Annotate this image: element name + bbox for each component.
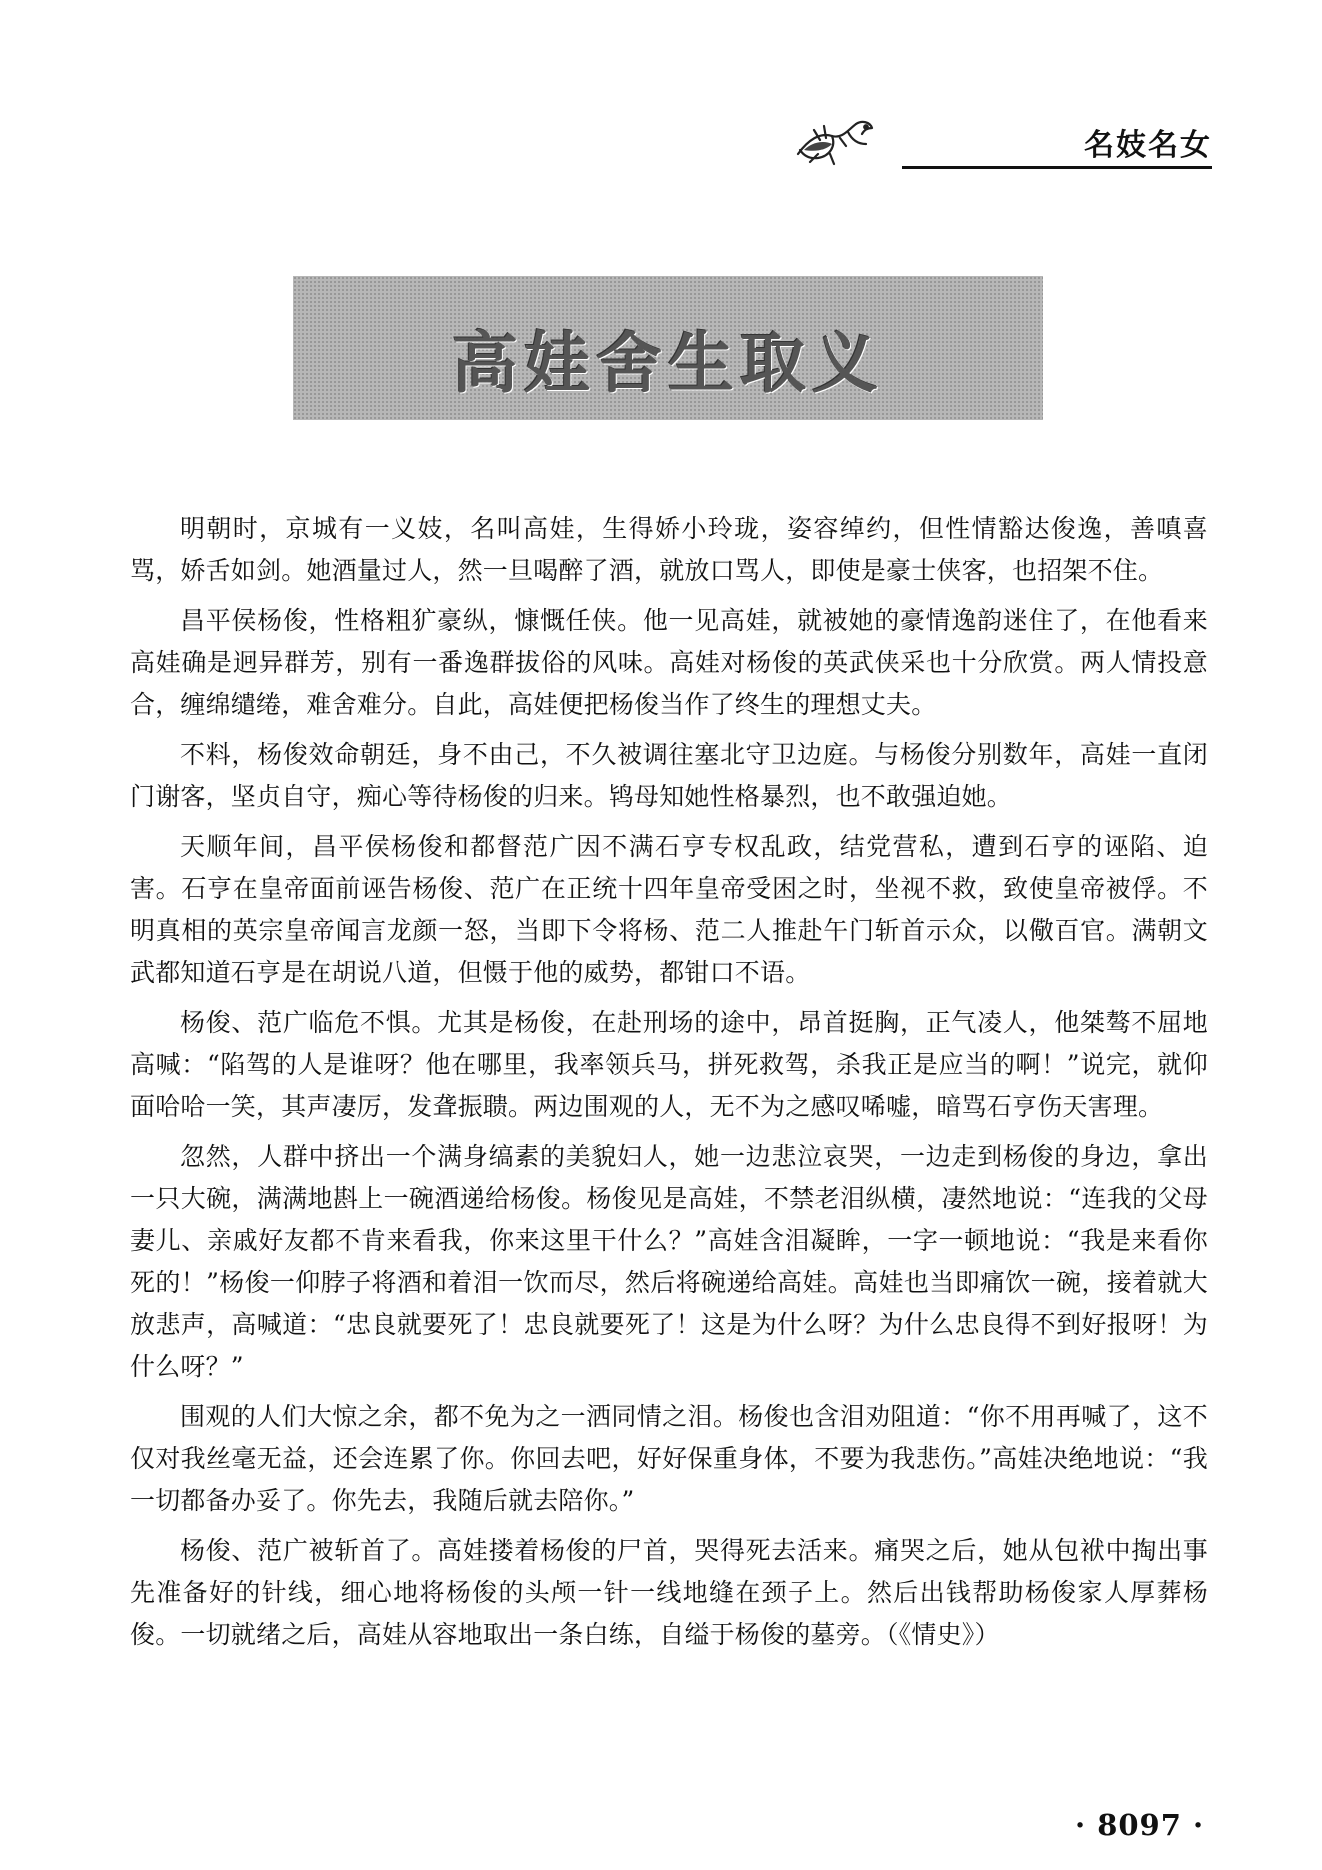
page-number: · 8097 · [1075,1808,1205,1842]
header-rule [902,166,1212,169]
paragraph: 昌平侯杨俊，性格粗犷豪纵，慷慨任侠。他一见高娃，就被她的豪情逸韵迷住了，在他看来高娃确是迥异群芳，别有一番逸群拔俗的风味。高娃对杨俊的英武侠采也十分欣赏。两人情投意合，缠绵缱绻，难舍难分。自此，高娃便把杨俊当作了终生的理想丈夫。 [130,606,1208,719]
paragraph: 杨俊、范广临危不惧。尤其是杨俊，在赴刑场的途中，昂首挺胸，正气凌人，他桀骜不屈地高喊：“陷驾的人是谁呀？他在哪里，我率领兵马，拼死救驾，杀我正是应当的啊！”说完，就仰面哈哈一笑，其声凄厉，发聋振聩。两边围观的人，无不为之感叹唏嘘，暗骂石亨伤天害理。 [130,1008,1208,1121]
running-header [790,110,1212,170]
paragraph: 明朝时，京城有一义妓，名叫高娃，生得娇小玲珑，姿容绰约，但性情豁达俊逸，善嗔喜骂，娇舌如剑。她酒量过人，然一旦喝醉了酒，就放口骂人，即使是豪士侠客，也招架不住。 [130,514,1208,585]
article-title: 高娃舍生取义 [452,324,884,402]
paragraph: 忽然，人群中挤出一个满身缟素的美貌妇人，她一边悲泣哀哭，一边走到杨俊的身边，拿出一只大碗，满满地斟上一碗酒递给杨俊。杨俊见是高娃，不禁老泪纵横，凄然地说：“连我的父母妻儿、亲戚好友都不肯来看我，你来这里干什么？”高娃含泪凝眸，一字一顿地说：“我是来看你死的！”杨俊一仰脖子将酒和着泪一饮而尽，然后将碗递给高娃。高娃也当即痛饮一碗，接着就大放悲声，高喊道：“忠良就要死了！忠良就要死了！这是为什么呀？为什么忠良得不到好报呀！为什么呀？” [130,1142,1208,1381]
paragraph: 围观的人们大惊之余，都不免为之一洒同情之泪。杨俊也含泪劝阻道：“你不用再喊了，这不仅对我丝毫无益，还会连累了你。你回去吧，好好保重身体，不要为我悲伤。”高娃决绝地说：“我一切都备办妥了。你先去，我随后就去陪你。” [130,1402,1208,1515]
title-banner [293,276,1043,420]
dragon-emblem-icon [790,110,880,170]
paragraph: 天顺年间，昌平侯杨俊和都督范广因不满石亨专权乱政，结党营私，遭到石亨的诬陷、迫害。石亨在皇帝面前诬告杨俊、范广在正统十四年皇帝受困之时，坐视不救，致使皇帝被俘。不明真相的英宗皇帝闻言龙颜一怒，当即下令将杨、范二人推赴午门斩首示众，以儆百官。满朝文武都知道石亨是在胡说八道，但慑于他的威势，都钳口不语。 [130,832,1208,987]
paragraph: 不料，杨俊效命朝廷，身不由己，不久被调往塞北守卫边庭。与杨俊分别数年，高娃一直闭门谢客，坚贞自守，痴心等待杨俊的归来。鸨母知她性格暴烈，也不敢强迫她。 [130,740,1208,811]
paragraph: 杨俊、范广被斩首了。高娃搂着杨俊的尸首，哭得死去活来。痛哭之后，她从包袱中掏出事先准备好的针线，细心地将杨俊的头颅一针一线地缝在颈子上。然后出钱帮助杨俊家人厚葬杨俊。一切就绪之后，高娃从容地取出一条白练，自缢于杨俊的墓旁。（《情史》） [130,1536,1208,1649]
article-body [130,508,1208,1664]
section-name: 名妓名女 [1084,128,1212,163]
